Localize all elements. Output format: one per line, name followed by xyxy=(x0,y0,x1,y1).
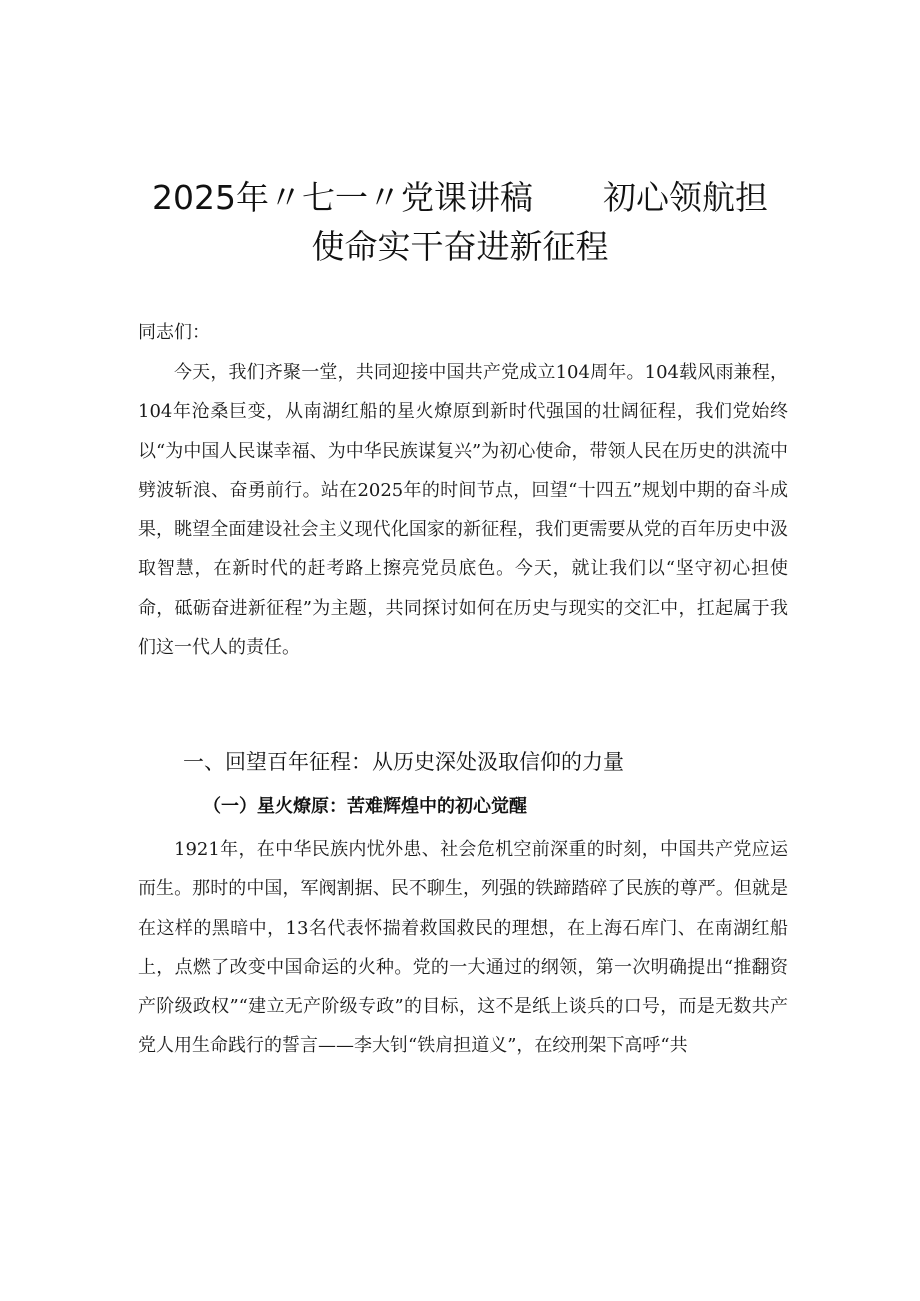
document-title-line-1 xyxy=(0,172,920,219)
document-title-line-2: 使命实干奋进新征程 xyxy=(311,227,609,266)
body-paragraph: 1921年，在中华民族内忧外患、社会危机空前深重的时刻，中国共产党应运而生。那时的中国，军阀割据、民不聊生，列强的铁蹄踏碎了民族的尊严。但就是在这样的黑暗中，13名代表怀揣着救国救民的理想，在上海石库门、在南湖红船上，点燃了改变中国命运的火种。党的一大通过的纲领，第一次明确提出“推翻资产阶级政权”“建立无产阶级专政”的目标，这不是纸上谈兵的口号，而是无数共产党人用生命践行的誓言——李大钊“铁肩担道义”，在绞刑架下高呼“共 xyxy=(138,839,788,1057)
salutation: 同志们： xyxy=(138,322,210,343)
title-line-1-right: 初心领航担 xyxy=(602,178,768,217)
intro-paragraph: 今天，我们齐聚一堂，共同迎接中国共产党成立104周年。104载风雨兼程，104年沧桑巨变，从南湖红船的星火燎原到新时代强国的壮阔征程，我们党始终以“为中国人民谋幸福、为中华民族谋复兴”为初心使命，带领人民在历史的洪流中劈波斩浪、奋勇前行。站在2025年的时间节点，回望“十四五”规划中期的奋斗成果，眺望全面建设社会主义现代化国家的新征程，我们更需要从党的百年历史中汲取智慧，在新时代的赶考路上擦亮党员底色。今天，就让我们以“坚守初心担使命，砥砺奋进新征程”为主题，共同探讨如何在历史与现实的交汇中，扛起属于我们这一代人的责任。 xyxy=(138,362,788,659)
section-heading: 一、回望百年征程：从历史深处汲取信仰的力量 xyxy=(183,750,624,774)
subsection-heading: （一）星火燎原：苦难辉煌中的初心觉醒 xyxy=(203,796,527,817)
title-line-1-left: 2025年〃七一〃党课讲稿 xyxy=(152,178,533,217)
